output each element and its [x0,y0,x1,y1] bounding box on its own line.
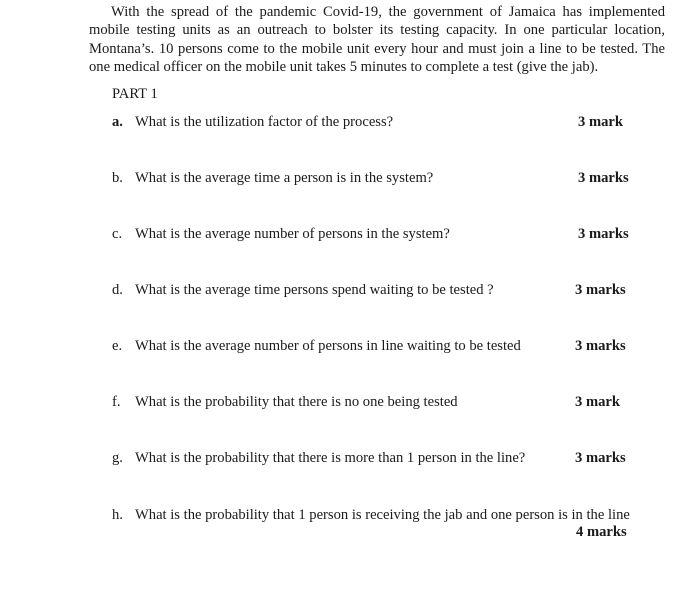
question-marks: 3 marks [575,282,626,298]
question-g [112,450,652,470]
question-text: What is the average time a person is in the system? [135,170,434,186]
question-letter: b. [112,170,123,186]
question-letter: a. [112,114,123,130]
part-label: PART 1 [112,86,158,102]
question-letter: e. [112,338,123,354]
question-f [112,394,652,414]
question-text: What is the average number of persons in line waiting to be tested [135,338,521,354]
question-marks: 3 marks [578,226,629,242]
question-marks: 3 marks [578,170,629,186]
question-c [112,226,652,246]
question-marks: 3 marks [575,338,626,354]
question-text: What is the average time persons spend waiting to be tested ? [135,282,494,298]
question-text: What is the utilization factor of the process? [135,114,394,130]
question-letter: g. [112,450,123,466]
question-text: What is the probability that there is no one being tested [135,394,458,410]
question-text: What is the average number of persons in the system? [135,226,450,242]
question-d [112,282,652,302]
question-text: What is the probability that 1 person is receiving the jab and one person is in the line [135,507,630,523]
question-b [112,170,652,190]
question-h [112,507,672,547]
question-a [112,114,652,134]
question-letter: h. [112,507,123,523]
question-marks: 4 marks [576,524,627,540]
question-e [112,338,652,358]
question-text: What is the probability that there is more than 1 person in the line? [135,450,526,466]
intro-paragraph: With the spread of the pandemic Covid-19, the government of Jamaica has implemented mobile testing units as an outreach to bolster its testing capacity. In one particular location, Montana’s. 10 persons come to the mobile unit every hour and must join a line to be tested. The one medical officer on the mobile unit takes 5 minutes to complete a test (give the jab). [89,4,665,76]
question-marks: 3 marks [575,450,626,466]
question-marks: 3 mark [578,114,623,130]
question-letter: c. [112,226,123,242]
question-marks: 3 mark [575,394,620,410]
question-letter: d. [112,282,123,298]
question-letter: f. [112,394,121,410]
